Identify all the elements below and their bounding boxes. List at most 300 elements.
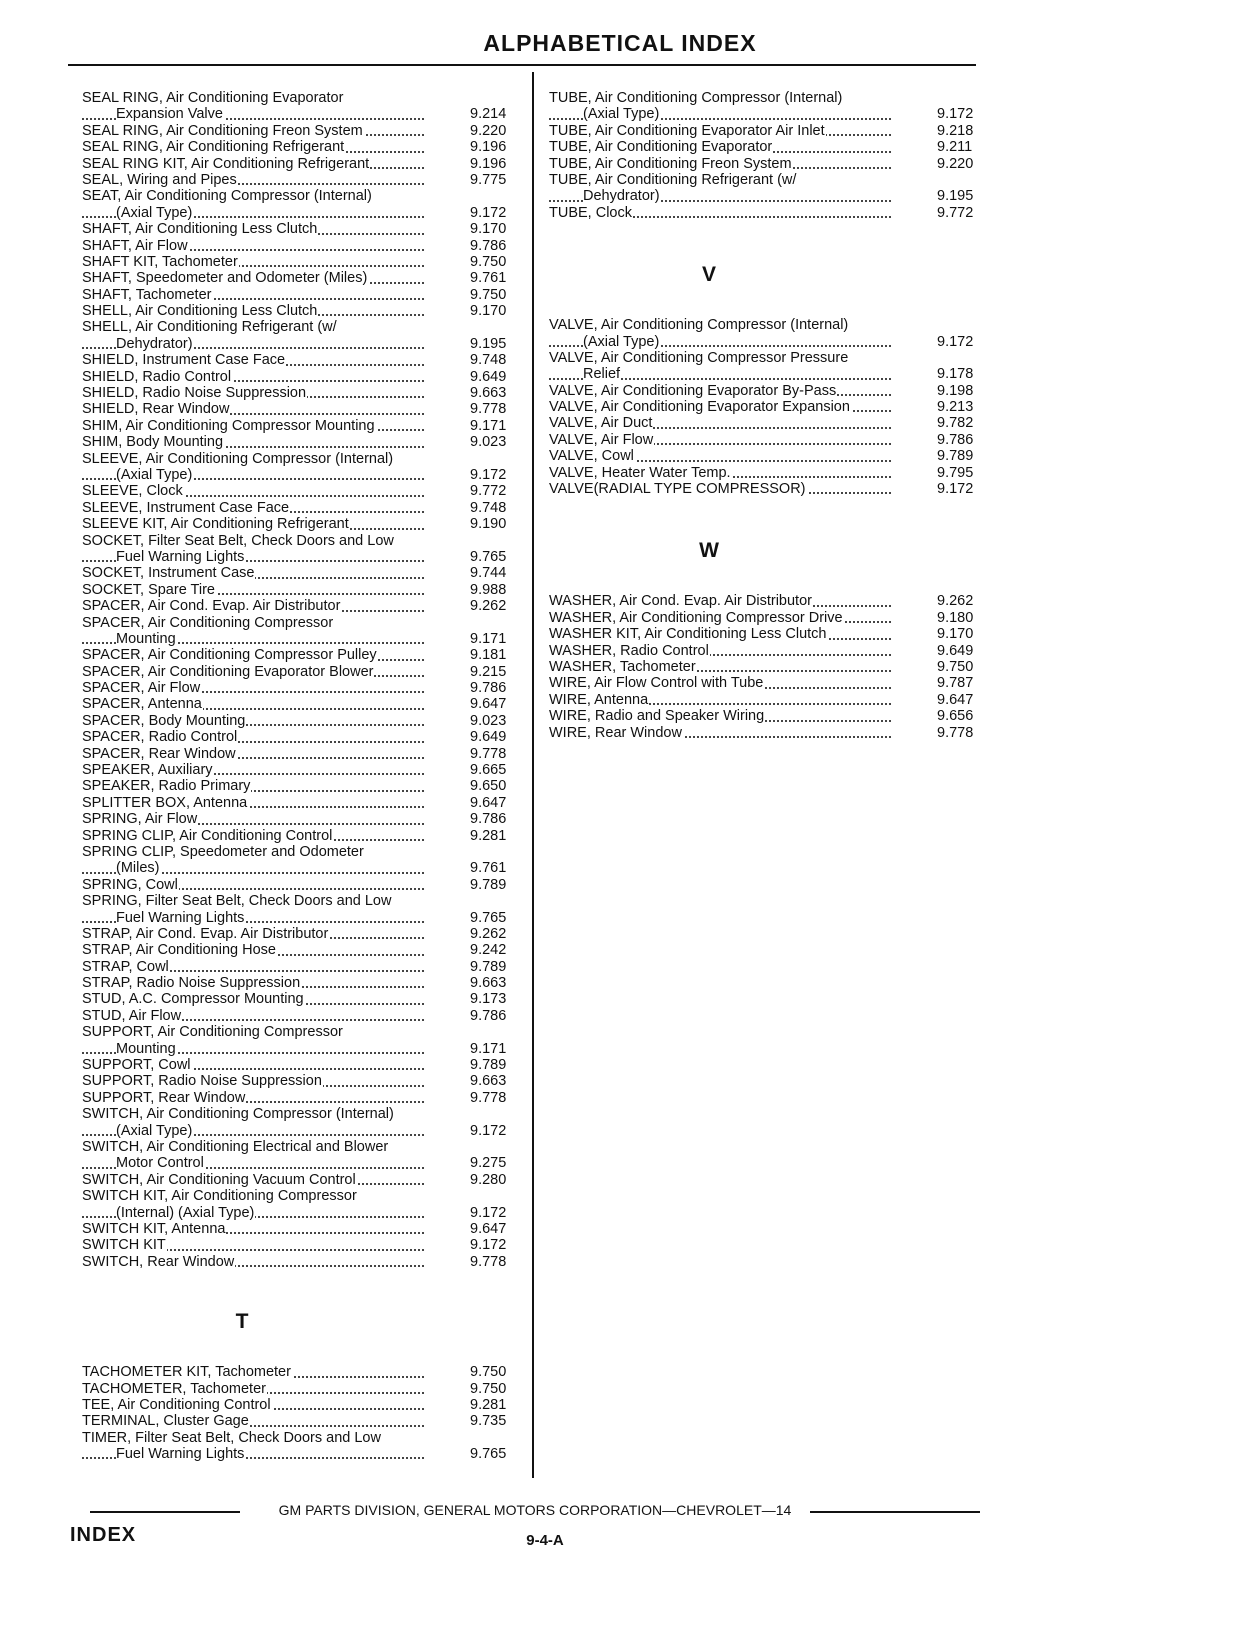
index-entry (82, 1008, 522, 1024)
index-entry (82, 369, 522, 385)
index-entry (549, 90, 989, 123)
index-entry-line (82, 598, 522, 614)
entry-text: SWITCH, Air Conditioning Vacuum Control (82, 1171, 356, 1188)
entry-page-number: 9.750 (470, 1364, 522, 1380)
index-entry-line (82, 975, 522, 991)
index-entry-line (82, 582, 522, 598)
index-entry (549, 593, 989, 609)
index-entry (82, 385, 522, 401)
index-entry-line (82, 1254, 522, 1270)
index-entry-line (82, 385, 522, 401)
index-entry-line (82, 1106, 522, 1122)
entry-page-number: 9.789 (470, 1057, 522, 1073)
index-entry-line (549, 415, 989, 431)
index-entry-line (82, 352, 522, 368)
entry-text: STUD, A.C. Compressor Mounting (82, 991, 304, 1008)
entry-page-number: 9.772 (470, 483, 522, 499)
index-entry (82, 1254, 522, 1270)
entry-text: SPRING, Filter Seat Belt, Check Doors and Low (82, 893, 392, 910)
entry-text: WASHER, Air Cond. Evap. Air Distributor (549, 593, 812, 610)
footer-rule-right (810, 1511, 980, 1513)
entry-text: SPACER, Air Conditioning Compressor (82, 614, 334, 631)
index-entry-line (82, 942, 522, 958)
index-entry (82, 828, 522, 844)
index-entry-line (82, 1172, 522, 1188)
entry-page-number: 9.170 (470, 221, 522, 237)
entry-page-number: 9.750 (470, 254, 522, 270)
entry-text: SPEAKER, Radio Primary (82, 778, 251, 795)
entry-page-number: 9.748 (470, 500, 522, 516)
entry-page-number: 9.180 (937, 610, 989, 626)
index-entry-line (82, 1430, 522, 1446)
entry-text: SPACER, Air Flow (82, 680, 201, 697)
entry-page-number: 9.281 (470, 828, 522, 844)
index-entry-line (549, 675, 989, 691)
entry-page-number: 9.778 (470, 401, 522, 417)
entry-text: WIRE, Radio and Speaker Wiring (549, 708, 765, 725)
index-entry (82, 680, 522, 696)
index-entry (549, 643, 989, 659)
index-entry-line (82, 90, 522, 106)
entry-text: SHIELD, Radio Control (82, 368, 232, 385)
index-entry-line (82, 991, 522, 1007)
entry-page-number: 9.195 (470, 336, 522, 352)
index-entry (82, 1397, 522, 1413)
entry-text: SWITCH, Air Conditioning Compressor (Internal) (82, 1106, 394, 1123)
entry-text: VALVE, Air Duct (549, 415, 653, 432)
entry-page-number: 9.765 (470, 910, 522, 926)
spacer (82, 1334, 522, 1364)
section-heading-w: W (699, 539, 719, 563)
index-entry (82, 451, 522, 484)
index-entry-line (82, 811, 522, 827)
entry-page-number: 9.171 (470, 631, 522, 647)
entry-text: VALVE, Air Conditioning Evaporator By-Pass (549, 382, 837, 399)
entry-text: Fuel Warning Lights (116, 548, 245, 565)
index-entry-line (82, 303, 522, 319)
index-entry-line (82, 254, 522, 270)
index-entry-line (549, 123, 989, 139)
entry-page-number: 9.789 (470, 877, 522, 893)
index-entry (82, 483, 522, 499)
index-entry (82, 615, 522, 648)
entry-text: WIRE, Rear Window (549, 724, 682, 741)
index-entry-line (82, 336, 522, 352)
index-entry-line (82, 680, 522, 696)
index-entry-line (82, 729, 522, 745)
index-entry (82, 156, 522, 172)
index-entry-line (82, 1446, 522, 1462)
entry-text: VALVE, Air Flow (549, 431, 654, 448)
index-entry (549, 675, 989, 691)
entry-text: SPACER, Air Conditioning Evaporator Blower (82, 663, 374, 680)
index-entry (549, 626, 989, 642)
index-entry-line (82, 647, 522, 663)
index-entry-line (82, 188, 522, 204)
index-entry (82, 664, 522, 680)
entry-text: SLEEVE, Instrument Case Face (82, 499, 290, 516)
entry-text: TERMINAL, Cluster Gage (82, 1413, 249, 1430)
index-entry-line (82, 1024, 522, 1040)
section-heading-v: V (701, 263, 716, 287)
entry-text: SWITCH, Rear Window (82, 1253, 235, 1270)
entry-text: SPEAKER, Auxiliary (82, 762, 213, 779)
index-entry-line (82, 319, 522, 335)
index-entry-line (82, 696, 522, 712)
index-entry (82, 565, 522, 581)
index-entry-line (82, 418, 522, 434)
index-entry (82, 1364, 522, 1380)
entry-text: SPRING CLIP, Air Conditioning Control (82, 827, 333, 844)
index-entry-line (82, 631, 522, 647)
index-entry-line (82, 1090, 522, 1106)
index-entry (82, 352, 522, 368)
index-entry-line (82, 664, 522, 680)
entry-page-number: 9.218 (937, 123, 989, 139)
entry-page-number: 9.988 (470, 582, 522, 598)
footer (90, 1502, 980, 1522)
index-entry-line (549, 725, 989, 741)
index-list-tube (549, 90, 989, 221)
entry-page-number: 9.280 (470, 1172, 522, 1188)
entry-text: SLEEVE, Air Conditioning Compressor (Internal) (82, 450, 394, 467)
entry-text: TACHOMETER, Tachometer (82, 1380, 266, 1397)
index-entry-line (82, 828, 522, 844)
entry-text: SEAL RING, Air Conditioning Freon System (82, 122, 363, 139)
index-entry (549, 383, 989, 399)
index-entry-line (82, 516, 522, 532)
footer-text: GM PARTS DIVISION, GENERAL MOTORS CORPORATION—CHEVROLET—14 (278, 1502, 792, 1518)
index-entry (549, 448, 989, 464)
index-entry (82, 991, 522, 1007)
entry-text: WIRE, Air Flow Control with Tube (549, 675, 764, 692)
index-entry (82, 1139, 522, 1172)
index-entry-line (82, 762, 522, 778)
index-entry-line (82, 270, 522, 286)
index-entry (549, 205, 989, 221)
entry-text: SPRING, Cowl (82, 876, 178, 893)
entry-text: Dehydrator) (583, 188, 660, 205)
entry-page-number: 9.663 (470, 1073, 522, 1089)
index-entry (82, 746, 522, 762)
entry-page-number: 9.198 (937, 383, 989, 399)
entry-page-number: 9.735 (470, 1413, 522, 1429)
index-entry-line (549, 481, 989, 497)
index-entry-line (82, 1155, 522, 1171)
index-entry-line (82, 1123, 522, 1139)
entry-page-number: 9.172 (470, 205, 522, 221)
index-entry-line (82, 1364, 522, 1380)
index-entry-line (82, 1205, 522, 1221)
index-entry (82, 500, 522, 516)
entry-text: VALVE, Cowl (549, 448, 634, 465)
entry-page-number: 9.023 (470, 434, 522, 450)
entry-text: Motor Control (116, 1155, 204, 1172)
index-entry (549, 659, 989, 675)
entry-page-number: 9.744 (470, 565, 522, 581)
entry-text: SUPPORT, Air Conditioning Compressor (82, 1024, 343, 1041)
index-entry-line (82, 565, 522, 581)
index-entry (82, 434, 522, 450)
entry-page-number: 9.650 (470, 778, 522, 794)
entry-page-number: 9.181 (470, 647, 522, 663)
entry-page-number: 9.656 (937, 708, 989, 724)
entry-page-number: 9.789 (937, 448, 989, 464)
entry-text: SUPPORT, Rear Window (82, 1089, 246, 1106)
index-entry-line (82, 369, 522, 385)
index-entry (82, 647, 522, 663)
entry-text: Fuel Warning Lights (116, 1446, 245, 1463)
index-entry (82, 1221, 522, 1237)
entry-page-number: 9.778 (470, 1254, 522, 1270)
entry-page-number: 9.647 (937, 692, 989, 708)
entry-text: (Internal) (Axial Type) (116, 1204, 255, 1221)
entry-page-number: 9.786 (470, 811, 522, 827)
entry-page-number: 9.196 (470, 156, 522, 172)
index-entry-line (82, 451, 522, 467)
index-entry (82, 123, 522, 139)
index-entry (82, 1073, 522, 1089)
entry-page-number: 9.213 (937, 399, 989, 415)
entry-text: SUPPORT, Cowl (82, 1057, 191, 1074)
entry-text: (Axial Type) (116, 204, 193, 221)
index-entry (82, 893, 522, 926)
entry-text: SPLITTER BOX, Antenna (82, 794, 248, 811)
entry-text: TACHOMETER KIT, Tachometer (82, 1364, 291, 1381)
entry-text: (Miles) (116, 860, 160, 877)
index-entry (549, 123, 989, 139)
entry-page-number: 9.786 (937, 432, 989, 448)
entry-page-number: 9.649 (470, 369, 522, 385)
entry-text: SEAL RING KIT, Air Conditioning Refrigerant (82, 155, 370, 172)
entry-page-number: 9.647 (470, 1221, 522, 1237)
entry-page-number: 9.663 (470, 385, 522, 401)
index-entry (549, 172, 989, 205)
entry-text: TUBE, Air Conditioning Evaporator Air Inlet (549, 122, 825, 139)
entry-text: WASHER KIT, Air Conditioning Less Clutch (549, 626, 827, 643)
index-entry (549, 317, 989, 350)
index-entry (82, 975, 522, 991)
index-entry-line (82, 926, 522, 942)
index-entry-line (549, 626, 989, 642)
entry-page-number: 9.172 (937, 334, 989, 350)
index-entry-line (82, 483, 522, 499)
section-heading-t: T (235, 1310, 249, 1334)
entry-page-number: 9.782 (937, 415, 989, 431)
entry-text: Expansion Valve (116, 106, 223, 123)
index-entry (82, 1106, 522, 1139)
index-entry-line (82, 795, 522, 811)
entry-text: SHELL, Air Conditioning Refrigerant (w/ (82, 319, 337, 336)
index-entry (82, 319, 522, 352)
spacer (549, 221, 989, 263)
entry-text: SHAFT, Air Conditioning Less Clutch (82, 221, 318, 238)
entry-page-number: 9.262 (470, 926, 522, 942)
index-entry (82, 1057, 522, 1073)
entry-text: SHIM, Body Mounting (82, 434, 224, 451)
entry-text: STUD, Air Flow (82, 1007, 182, 1024)
index-entry (82, 942, 522, 958)
entry-page-number: 9.765 (470, 1446, 522, 1462)
entry-page-number: 9.196 (470, 139, 522, 155)
index-entry-line (549, 334, 989, 350)
index-entry-line (82, 860, 522, 876)
index-entry (549, 399, 989, 415)
entry-page-number: 9.172 (470, 1123, 522, 1139)
entry-page-number: 9.778 (470, 746, 522, 762)
entry-page-number: 9.262 (470, 598, 522, 614)
entry-text: SOCKET, Filter Seat Belt, Check Doors and Low (82, 532, 394, 549)
index-entry-line (82, 1057, 522, 1073)
index-entry (82, 238, 522, 254)
index-entry (82, 926, 522, 942)
entry-text: STRAP, Air Cond. Evap. Air Distributor (82, 925, 329, 942)
index-entry (82, 188, 522, 221)
index-entry-line (82, 106, 522, 122)
index-entry-line (549, 205, 989, 221)
index-entry-line (549, 465, 989, 481)
index-entry-line (82, 1008, 522, 1024)
right-column (549, 90, 989, 741)
entry-page-number: 9.195 (937, 188, 989, 204)
page-title: ALPHABETICAL INDEX (483, 30, 757, 56)
entry-page-number: 9.281 (470, 1397, 522, 1413)
entry-page-number: 9.795 (937, 465, 989, 481)
index-entry (82, 90, 522, 123)
entry-text: Relief (583, 366, 621, 383)
index-entry (82, 778, 522, 794)
index-entry-line (82, 533, 522, 549)
index-entry-line (82, 1188, 522, 1204)
index-entry-line (82, 1237, 522, 1253)
index-entry (82, 1237, 522, 1253)
entry-text: VALVE, Air Conditioning Compressor Pressure (549, 349, 849, 366)
entry-page-number: 9.647 (470, 696, 522, 712)
entry-text: SWITCH KIT, Antenna (82, 1220, 226, 1237)
entry-page-number: 9.789 (470, 959, 522, 975)
entry-page-number: 9.170 (470, 303, 522, 319)
entry-page-number: 9.211 (937, 139, 989, 155)
index-entry-line (549, 432, 989, 448)
index-list-t (82, 1364, 522, 1462)
entry-text: SPACER, Body Mounting (82, 712, 246, 729)
page-number: 9-4-A (526, 1532, 564, 1549)
entry-page-number: 9.750 (470, 287, 522, 303)
entry-page-number: 9.778 (937, 725, 989, 741)
index-entry (549, 432, 989, 448)
entry-page-number: 9.772 (937, 205, 989, 221)
entry-page-number: 9.172 (937, 481, 989, 497)
index-entry (549, 481, 989, 497)
entry-text: VALVE, Air Conditioning Compressor (Internal) (549, 317, 849, 334)
entry-page-number: 9.023 (470, 713, 522, 729)
index-entry-line (549, 317, 989, 333)
entry-text: SHAFT, Tachometer (82, 286, 212, 303)
index-entry-line (82, 549, 522, 565)
index-entry-line (549, 692, 989, 708)
entry-text: SHIELD, Rear Window (82, 401, 230, 418)
entry-text: SHAFT, Air Flow (82, 237, 188, 254)
index-entry-line (82, 1139, 522, 1155)
index-entry-line (549, 188, 989, 204)
index-entry-line (82, 1041, 522, 1057)
index-label: INDEX (70, 1524, 137, 1546)
index-entry-line (82, 500, 522, 516)
entry-text: (Axial Type) (116, 1122, 193, 1139)
index-entry (82, 1381, 522, 1397)
index-entry (82, 877, 522, 893)
index-entry-line (82, 221, 522, 237)
entry-page-number: 9.761 (470, 860, 522, 876)
index-entry (82, 959, 522, 975)
title-rule (68, 64, 976, 66)
entry-text: (Axial Type) (583, 333, 660, 350)
index-entry-line (549, 610, 989, 626)
entry-page-number: 9.172 (937, 106, 989, 122)
index-entry (82, 418, 522, 434)
index-entry (82, 287, 522, 303)
index-list-v (549, 317, 989, 497)
index-entry-line (82, 713, 522, 729)
spacer (82, 1270, 522, 1310)
index-entry-line (82, 205, 522, 221)
index-entry-line (82, 615, 522, 631)
index-entry (549, 465, 989, 481)
index-entry (82, 401, 522, 417)
index-entry-line (549, 659, 989, 675)
entry-text: STRAP, Cowl (82, 958, 169, 975)
index-entry-line (82, 910, 522, 926)
index-entry (82, 221, 522, 237)
index-entry-line (82, 1073, 522, 1089)
entry-text: SOCKET, Spare Tire (82, 581, 215, 598)
index-entry-line (549, 156, 989, 172)
entry-page-number: 9.171 (470, 1041, 522, 1057)
entry-text: VALVE, Air Conditioning Evaporator Expansion (549, 399, 850, 416)
index-entry-line (82, 467, 522, 483)
index-entry (82, 1188, 522, 1221)
entry-text: Mounting (116, 1040, 176, 1057)
entry-text: SPACER, Rear Window (82, 745, 236, 762)
entry-page-number: 9.786 (470, 238, 522, 254)
entry-text: SEAT, Air Conditioning Compressor (Internal) (82, 188, 372, 205)
index-entry (82, 1090, 522, 1106)
index-entry-line (549, 383, 989, 399)
entry-page-number: 9.170 (937, 626, 989, 642)
index-entry (549, 610, 989, 626)
index-entry (549, 156, 989, 172)
entry-page-number: 9.649 (470, 729, 522, 745)
entry-text: WASHER, Tachometer (549, 658, 696, 675)
index-entry-line (82, 778, 522, 794)
entry-text: TUBE, Air Conditioning Freon System (549, 155, 792, 172)
index-entry (549, 692, 989, 708)
index-entry-line (549, 593, 989, 609)
entry-text: SPACER, Air Conditioning Compressor Pulley (82, 647, 377, 664)
index-entry-line (549, 106, 989, 122)
entry-text: SHAFT, Speedometer and Odometer (Miles) (82, 270, 368, 287)
entry-text: SHAFT KIT, Tachometer (82, 253, 238, 270)
index-entry-line (82, 123, 522, 139)
index-entry (82, 303, 522, 319)
entry-text: SUPPORT, Radio Noise Suppression (82, 1073, 322, 1090)
index-entry-line (82, 434, 522, 450)
column-divider (532, 72, 534, 1478)
index-entry (82, 844, 522, 877)
entry-text: SEAL RING, Air Conditioning Refrigerant (82, 139, 345, 156)
entry-text: SHIELD, Radio Noise Suppression (82, 385, 307, 402)
index-entry (82, 516, 522, 532)
